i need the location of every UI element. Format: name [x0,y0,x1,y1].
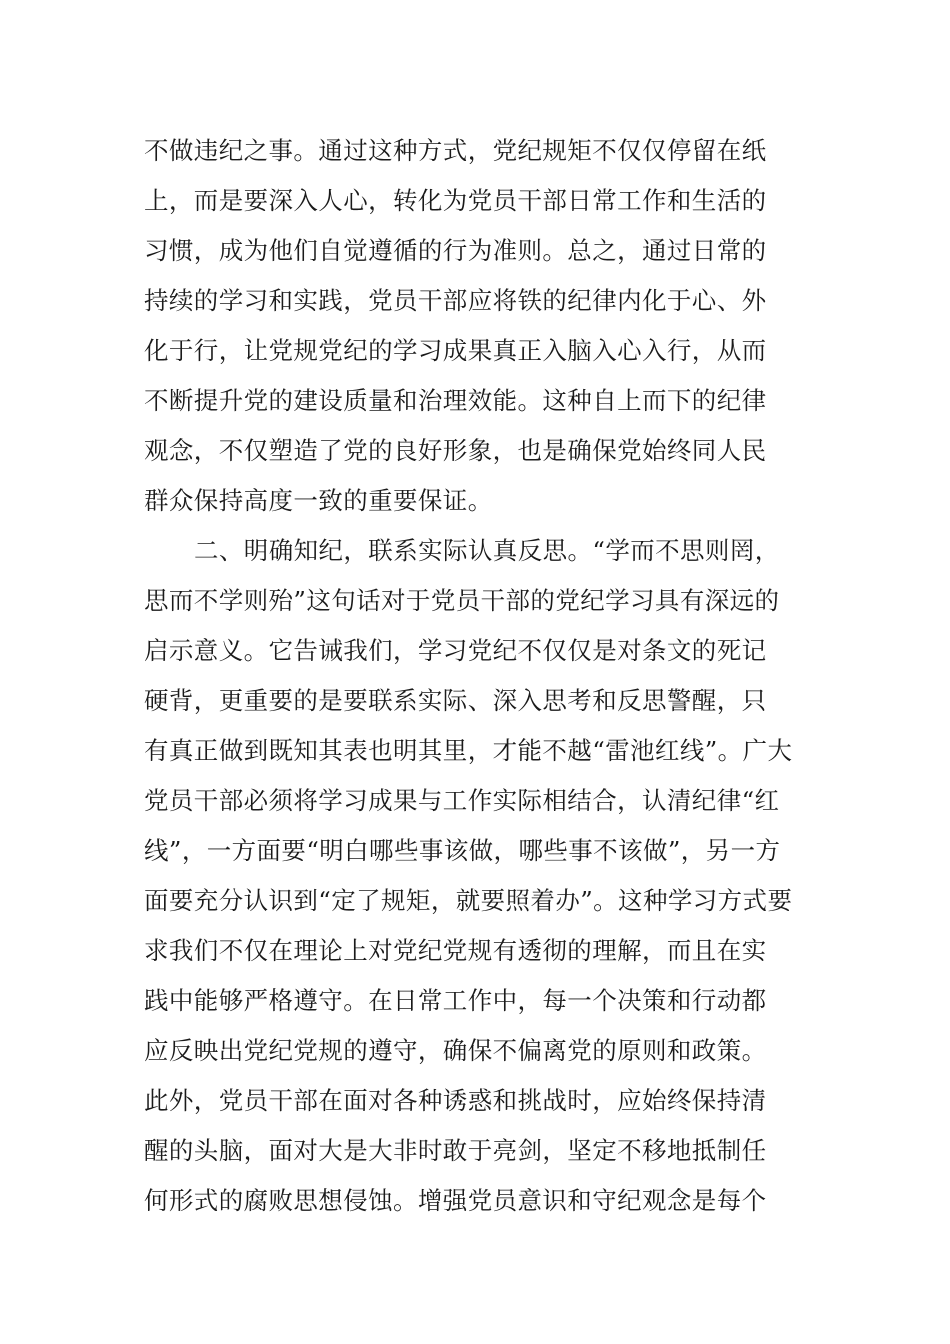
text-line: 上，而是要深入人心，转化为党员干部日常工作和生活的 [144,186,767,215]
text-line: 不做违纪之事。通过这种方式，党纪规矩不仅仅停留在纸 [144,136,767,165]
section-heading-line: 二、明确知纪，联系实际认真反思。“学而不思则罔， [194,536,780,565]
text-line: 持续的学习和实践，党员干部应将铁的纪律内化于心、外 [144,286,767,315]
text-line: 何形式的腐败思想侵蚀。增强党员意识和守纪观念是每个 [144,1186,767,1215]
text-line: 践中能够严格遵守。在日常工作中，每一个决策和行动都 [144,986,767,1015]
text-line: 群众保持高度一致的重要保证。 [144,486,493,515]
text-line: 习惯，成为他们自觉遵循的行为准则。总之，通过日常的 [144,236,767,265]
text-line: 求我们不仅在理论上对党纪党规有透彻的理解，而且在实 [144,936,767,965]
text-line: 不断提升党的建设质量和治理效能。这种自上而下的纪律 [144,386,767,415]
text-line: 硬背，更重要的是要联系实际、深入思考和反思警醒，只 [144,686,767,715]
text-line: 启示意义。它告诫我们，学习党纪不仅仅是对条文的死记 [144,636,767,665]
text-line: 线”，一方面要“明白哪些事该做，哪些事不该做”，另一方 [144,836,781,865]
text-line: 有真正做到既知其表也明其里，才能不越“雷池红线”。广大 [144,736,793,765]
text-line: 醒的头脑，面对大是大非时敢于亮剑，坚定不移地抵制任 [144,1136,767,1165]
text-line: 思而不学则殆”这句话对于党员干部的党纪学习具有深远的 [144,586,780,615]
text-line: 面要充分认识到“定了规矩，就要照着办”。这种学习方式要 [144,886,793,915]
text-line: 此外，党员干部在面对各种诱惑和挑战时，应始终保持清 [144,1086,767,1115]
text-line: 党员干部必须将学习成果与工作实际相结合，认清纪律“红 [144,786,780,815]
body-text [144,126,806,1226]
text-line: 应反映出党纪党规的遵守，确保不偏离党的原则和政策。 [144,1036,767,1065]
text-line: 观念，不仅塑造了党的良好形象，也是确保党始终同人民 [144,436,767,465]
text-line: 化于行，让党规党纪的学习成果真正入脑入心入行，从而 [144,336,767,365]
